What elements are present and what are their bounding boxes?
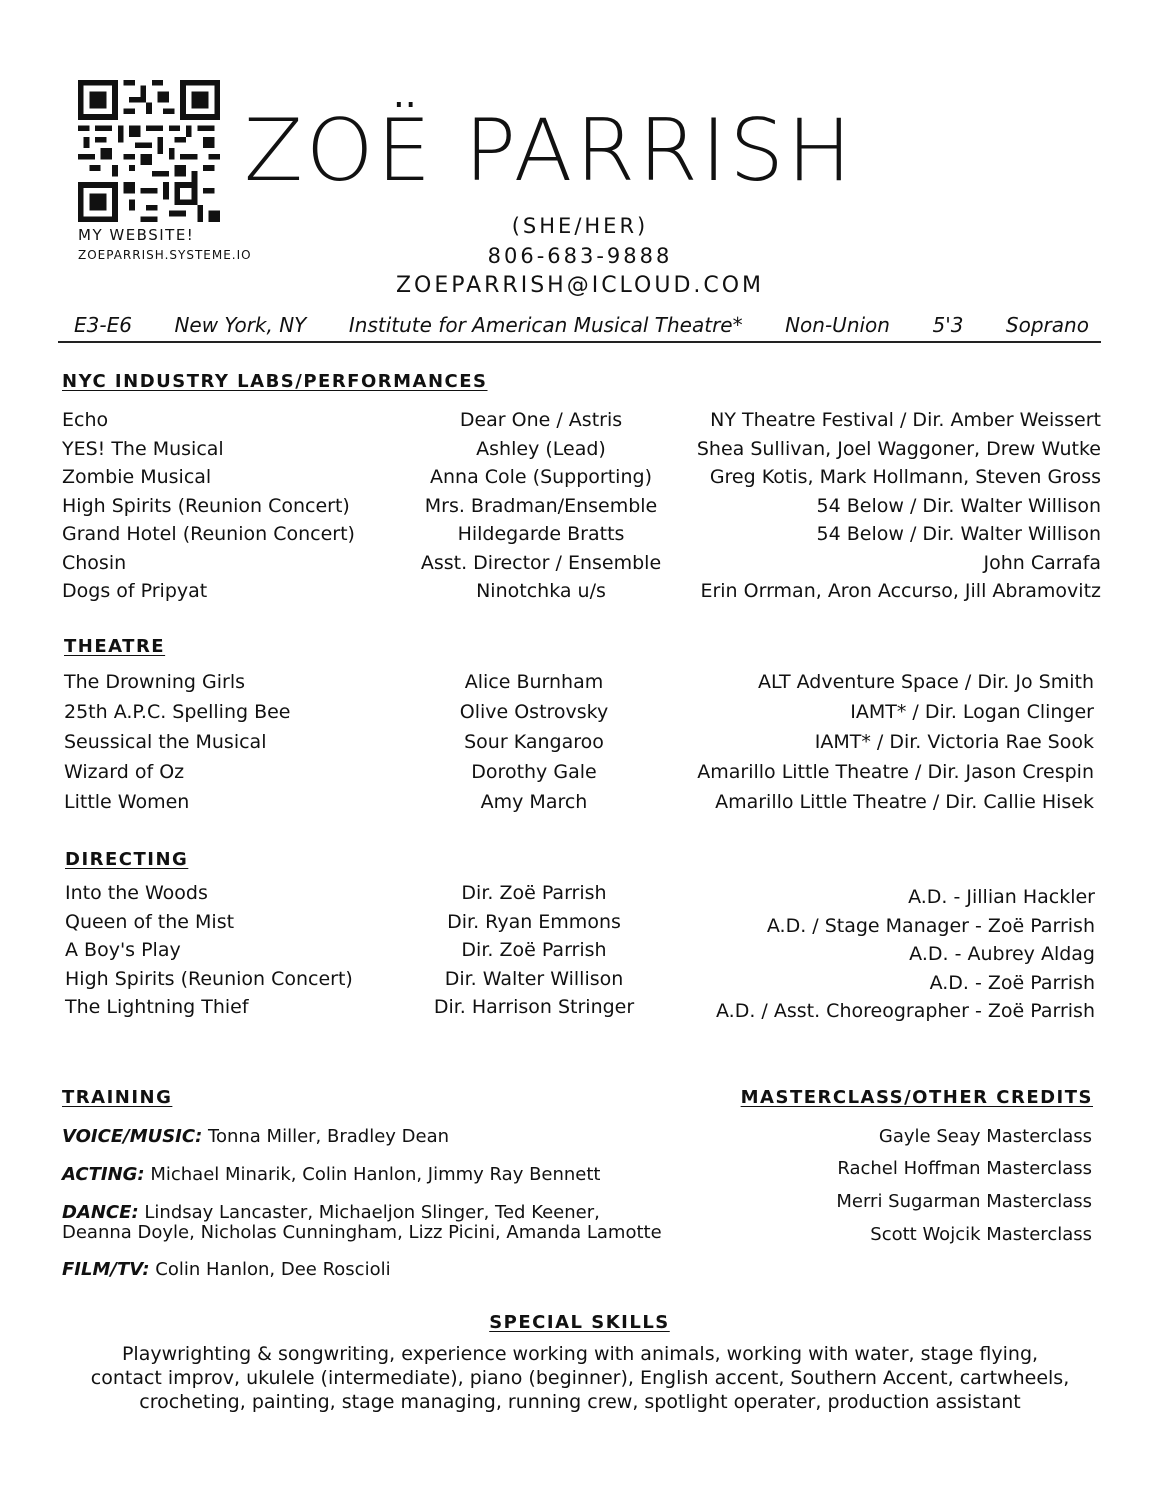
- theatre-role: Alice Burnham: [464, 671, 604, 693]
- skills-line: crocheting, painting, stage managing, running crew, spotlight operater, production assistant: [139, 1391, 1021, 1413]
- nyc-role: Mrs. Bradman/Ensemble: [424, 494, 658, 517]
- masterclass-item: Scott Wojcik Masterclass: [870, 1224, 1092, 1245]
- theatre-company: IAMT* / Dir. Victoria Rae Sook: [814, 731, 1094, 753]
- directing-show: Queen of the Mist: [65, 910, 235, 933]
- training-acting-teachers: Michael Minarik, Colin Hanlon, Jimmy Ray Bennett: [150, 1164, 601, 1185]
- nyc-show: High Spirits (Reunion Concert): [62, 494, 350, 517]
- directing-role: Dir. Walter Willison: [444, 967, 624, 990]
- masterclass-item: Rachel Hoffman Masterclass: [837, 1158, 1092, 1179]
- stat-age-range: E3-E6: [74, 313, 132, 337]
- theatre-row: [64, 671, 1094, 701]
- nyc-company: 54 Below / Dir. Walter Willison: [816, 494, 1101, 517]
- theatre-row: [64, 761, 1094, 791]
- website-url[interactable]: ZOEPARRISH.SYSTEME.IO: [78, 248, 252, 262]
- training-film: [62, 1259, 391, 1280]
- training-section-heading: TRAINING: [62, 1087, 173, 1108]
- directing-row: [65, 996, 1095, 1025]
- theatre-role: Amy March: [480, 791, 588, 813]
- theatre-show: The Drowning Girls: [64, 671, 246, 693]
- directing-row: [65, 882, 1095, 911]
- theatre-company: IAMT* / Dir. Logan Clinger: [850, 701, 1094, 723]
- nyc-company: NY Theatre Festival / Dir. Amber Weissert: [710, 409, 1101, 431]
- skills-line: Playwrighting & songwriting, experience working with animals, working with water, stage flying,: [121, 1343, 1039, 1365]
- directing-show: Into the Woods: [65, 882, 208, 904]
- theatre-company: Amarillo Little Theatre / Dir. Jason Crespin: [697, 761, 1094, 783]
- nyc-company: Greg Kotis, Mark Hollmann, Steven Gross: [709, 466, 1101, 488]
- theatre-company: ALT Adventure Space / Dir. Jo Smith: [758, 671, 1094, 693]
- training-acting: [62, 1164, 601, 1185]
- directing-company: A.D. - Zoë Parrish: [929, 971, 1095, 994]
- phone-number: 806-683-9888: [487, 244, 673, 268]
- theatre-role: Dorothy Gale: [471, 761, 597, 783]
- stat-location: New York, NY: [174, 313, 307, 337]
- nyc-company: Shea Sullivan, Joel Waggoner, Drew Wutke: [696, 437, 1101, 460]
- masterclass-section-heading: MASTERCLASS/OTHER CREDITS: [740, 1087, 1093, 1108]
- stats-bar: [58, 313, 1101, 343]
- nyc-company: John Carrafa: [983, 551, 1101, 574]
- nyc-role: Ninotchka u/s: [476, 580, 606, 602]
- directing-role: Dir. Zoë Parrish: [461, 882, 607, 904]
- directing-row: [65, 968, 1095, 997]
- directing-role: Dir. Ryan Emmons: [447, 910, 621, 933]
- theatre-show: 25th A.P.C. Spelling Bee: [64, 701, 291, 723]
- directing-show: A Boy's Play: [65, 939, 181, 961]
- email-address[interactable]: ZOEPARRISH@ICLOUD.COM: [395, 273, 765, 298]
- nyc-row: [62, 409, 1101, 438]
- qr-caption: MY WEBSITE!: [78, 226, 195, 244]
- nyc-show: Dogs of Pripyat: [62, 580, 208, 602]
- directing-company: A.D. / Stage Manager - Zoë Parrish: [766, 914, 1095, 937]
- theatre-show: Seussical the Musical: [64, 731, 267, 753]
- training-voice: [62, 1126, 449, 1147]
- directing-company: A.D. - Jillian Hackler: [908, 886, 1095, 908]
- training-acting-label: ACTING:: [62, 1164, 145, 1185]
- nyc-company: 54 Below / Dir. Walter Willison: [816, 523, 1101, 545]
- nyc-section-heading: NYC INDUSTRY LABS/PERFORMANCES: [62, 371, 488, 392]
- nyc-row: [62, 438, 1101, 467]
- nyc-role: Hildegarde Bratts: [457, 523, 625, 545]
- nyc-row: [62, 495, 1101, 524]
- nyc-role: Asst. Director / Ensemble: [420, 551, 662, 574]
- directing-section-heading: DIRECTING: [65, 849, 189, 870]
- skills-section-heading: SPECIAL SKILLS: [489, 1312, 670, 1333]
- directing-show: The Lightning Thief: [65, 996, 249, 1018]
- directing-row: [65, 911, 1095, 940]
- page-title: ZOË PARRISH: [244, 101, 855, 201]
- nyc-show: Echo: [62, 409, 109, 431]
- training-voice-label: VOICE/MUSIC:: [62, 1126, 203, 1147]
- nyc-role: Ashley (Lead): [476, 437, 606, 460]
- theatre-show: Little Women: [64, 791, 190, 813]
- directing-credits-table: [65, 882, 1095, 1032]
- training-dance-teachers-1: Lindsay Lancaster, Michaeljon Slinger, Ted Keener,: [144, 1202, 600, 1223]
- nyc-show: Grand Hotel (Reunion Concert): [62, 523, 355, 545]
- nyc-row: [62, 552, 1101, 581]
- nyc-show: YES! The Musical: [62, 437, 224, 460]
- directing-role: Dir. Zoë Parrish: [461, 939, 607, 961]
- nyc-row: [62, 580, 1101, 609]
- skills-line: contact improv, ukulele (intermediate), piano (beginner), English accent, Southern Accent, cartwheels,: [90, 1367, 1070, 1389]
- training-voice-teachers: Tonna Miller, Bradley Dean: [208, 1126, 450, 1147]
- nyc-show: Zombie Musical: [62, 466, 212, 488]
- training-dance: [62, 1202, 600, 1223]
- stat-school: Institute for American Musical Theatre*: [348, 313, 743, 337]
- training-dance-teachers-2: Deanna Doyle, Nicholas Cunningham, Lizz Picini, Amanda Lamotte: [62, 1222, 662, 1243]
- masterclass-item: Merri Sugarman Masterclass: [836, 1191, 1092, 1212]
- nyc-row: [62, 466, 1101, 495]
- training-film-teachers: Colin Hanlon, Dee Roscioli: [155, 1259, 391, 1280]
- nyc-credits-table: [62, 409, 1101, 609]
- directing-company: A.D. / Asst. Choreographer - Zoë Parrish: [716, 1000, 1095, 1022]
- theatre-row: [64, 731, 1094, 761]
- nyc-role: Anna Cole (Supporting): [430, 466, 652, 488]
- nyc-row: [62, 523, 1101, 552]
- directing-row: [65, 939, 1095, 968]
- directing-role: Dir. Harrison Stringer: [433, 996, 635, 1018]
- training-film-label: FILM/TV:: [62, 1259, 150, 1280]
- special-skills-text: [60, 1342, 1100, 1414]
- qr-code[interactable]: [78, 80, 220, 222]
- theatre-credits-table: [64, 671, 1094, 821]
- theatre-show: Wizard of Oz: [64, 761, 185, 783]
- masterclass-item: Gayle Seay Masterclass: [878, 1126, 1092, 1147]
- stat-voice-type: Soprano: [1005, 313, 1089, 337]
- theatre-role: Olive Ostrovsky: [459, 701, 609, 723]
- nyc-company: Erin Orrman, Aron Accurso, Jill Abramovitz: [700, 580, 1101, 602]
- directing-show: High Spirits (Reunion Concert): [65, 967, 353, 990]
- nyc-role: Dear One / Astris: [459, 409, 623, 431]
- stat-union: Non-Union: [785, 313, 890, 337]
- theatre-row: [64, 701, 1094, 731]
- directing-company: A.D. - Aubrey Aldag: [909, 943, 1095, 965]
- theatre-role: Sour Kangaroo: [464, 731, 604, 753]
- pronouns: (SHE/HER): [511, 214, 649, 238]
- theatre-row: [64, 791, 1094, 821]
- theatre-section-heading: THEATRE: [64, 636, 166, 657]
- training-dance-label: DANCE:: [62, 1202, 139, 1223]
- nyc-show: Chosin: [62, 551, 127, 574]
- theatre-company: Amarillo Little Theatre / Dir. Callie Hisek: [715, 791, 1094, 813]
- stat-height: 5'3: [932, 313, 964, 337]
